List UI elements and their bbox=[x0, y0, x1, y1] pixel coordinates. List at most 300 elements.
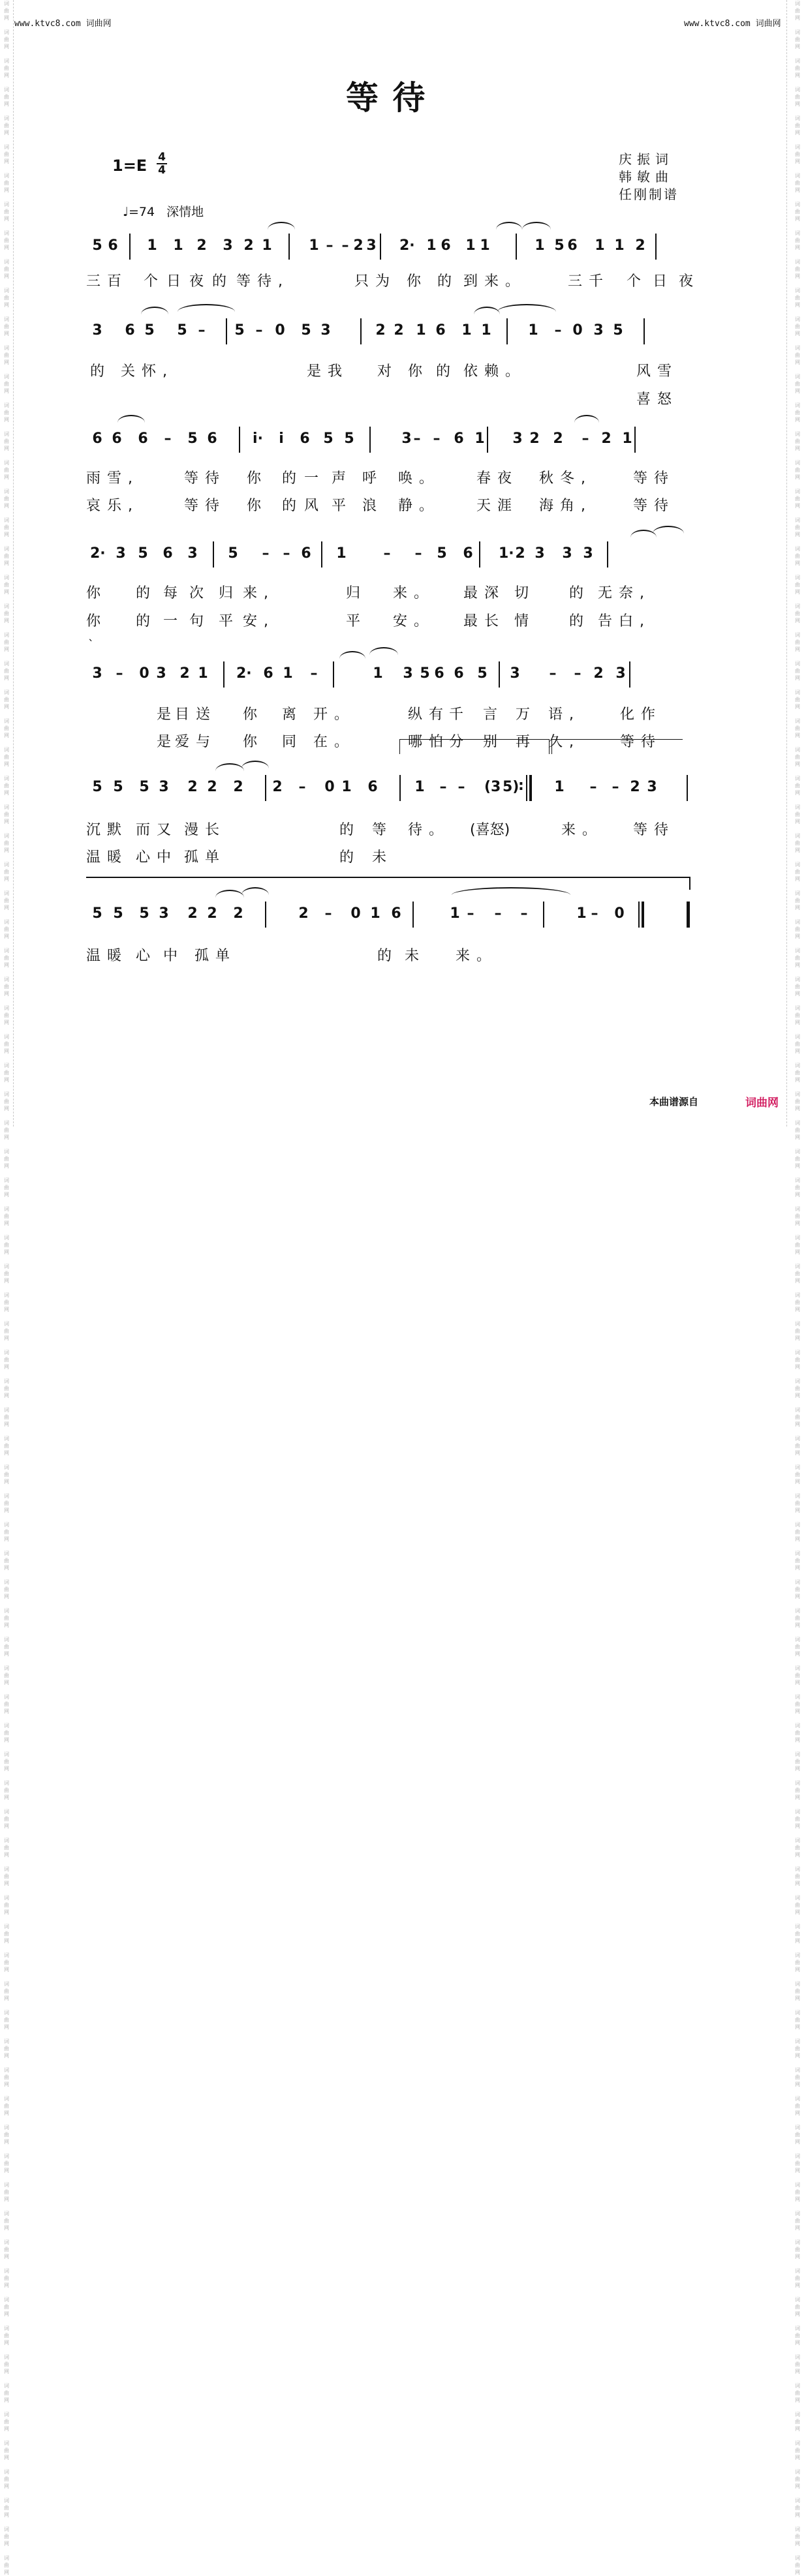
bar-line bbox=[223, 661, 225, 688]
note: – bbox=[581, 431, 589, 447]
note: 1 bbox=[341, 779, 352, 795]
lyric-word: 对 bbox=[377, 363, 392, 380]
lyric-word: 依赖。 bbox=[463, 363, 527, 380]
lyric-word: 哪怕 bbox=[408, 734, 450, 750]
lyric-word: 的 bbox=[339, 822, 354, 838]
lyric-word: 别 bbox=[483, 734, 498, 750]
lyric-word: 万 bbox=[516, 706, 531, 723]
note: 2 bbox=[187, 905, 198, 922]
lyric-word: 等待 bbox=[633, 470, 675, 487]
note: 3 bbox=[223, 237, 233, 254]
side-watermark-left: 词 曲 网 词 曲 网 词 曲 网 词 曲 网 词 曲 网 词 曲 网 词 曲 网 词 曲 网 词 曲 网 词 曲 网 词 曲 网 词 曲 网 词 曲 网 词 曲 网 词 曲 网 词 曲 网 词 曲 网 词 曲 网 词 曲 网 词 曲 网 词 曲 网 词 曲 网 词 曲 网 词 曲 网 词 曲 网 词 曲 网 词 曲 网 词 曲 网 词 曲 网 词 曲 网 词 曲 网 词 曲 网 词 曲 网 词 曲 网 词 曲 网 词 曲 网 词 曲 网 词 曲 网 词 曲 网 词 曲 网 词 曲 网 词 曲 网 词 曲 网 词 曲 网 词 曲 网 词 曲 网 词 曲 网 词 曲 网 词 曲 网 词 曲 网 词 曲 网 词 曲 网 词 曲 网 词 曲 网 词 曲 网 词 曲 网 词 曲 网 词 曲 网 词 曲 网 词 曲 网 词 曲 网 词 曲 网 词 曲 网 词 曲 网 词 曲 网 词 曲 网 词 曲 网 词 曲 网 词 曲 网 词 曲 网 词 曲 网 词 曲 网 词 曲 网 词 曲 网 词 曲 网 词 曲 网 词 曲 网 词 曲 网 词 曲 网 词 曲 网 词 曲 网 词 曲 网 词 曲 网 词 曲 网 词 曲 网 词 曲 网 词 曲 网 词 曲 网 词 曲 网 词 曲 网 bbox=[4, 1, 9, 2575]
lyric-word: 唤。 bbox=[398, 470, 441, 487]
lyric-word: 最深 bbox=[463, 585, 506, 601]
note: 2 bbox=[207, 779, 217, 795]
lyric-word: 一 bbox=[163, 613, 178, 629]
note: 3 bbox=[401, 431, 412, 447]
note: – bbox=[589, 779, 597, 795]
lyric-word: 你 bbox=[243, 734, 258, 750]
note: – bbox=[116, 665, 123, 682]
note: 5 bbox=[228, 545, 238, 562]
note: 1 bbox=[528, 322, 538, 339]
note: – bbox=[283, 545, 290, 562]
key-signature bbox=[112, 157, 147, 175]
repeat-sign: : bbox=[518, 778, 524, 794]
lyric-word: 纵有 bbox=[408, 706, 450, 723]
note: 6 bbox=[454, 665, 464, 682]
bar-line bbox=[265, 775, 266, 801]
lyric-word: 风 bbox=[304, 498, 319, 514]
note: 5 bbox=[113, 779, 123, 795]
lyric-word: 你 bbox=[247, 470, 262, 487]
note: 6 bbox=[163, 545, 173, 562]
lyric-word: 你 bbox=[247, 498, 262, 514]
lyric-word: 离 bbox=[282, 706, 297, 723]
lyric-word: 三百 bbox=[86, 273, 129, 290]
lyric-word: 你 bbox=[407, 273, 422, 290]
slur-mark bbox=[215, 890, 244, 898]
note: 6 bbox=[112, 431, 122, 447]
lyric-word: 孤单 bbox=[184, 849, 226, 866]
note: 3 bbox=[593, 322, 604, 339]
note: 2 bbox=[207, 905, 217, 922]
note: 5 bbox=[187, 431, 198, 447]
note: – bbox=[520, 905, 528, 922]
lyric-word: 的 bbox=[90, 363, 105, 380]
lyric-word: 安。 bbox=[393, 613, 435, 629]
lyric-word: 心中 bbox=[136, 849, 178, 866]
note: – bbox=[383, 545, 391, 562]
note: – bbox=[198, 322, 206, 339]
lyric-word: 喜怒 bbox=[636, 391, 679, 408]
bar-line bbox=[321, 541, 322, 568]
lyric-word: 中 bbox=[163, 948, 178, 964]
note: 1 bbox=[450, 905, 460, 922]
slur-mark bbox=[339, 651, 365, 659]
time-numerator: 4 bbox=[157, 151, 167, 164]
note: 1 bbox=[283, 665, 293, 682]
note: – bbox=[591, 905, 598, 922]
bar-line bbox=[479, 541, 480, 568]
note: 1· bbox=[499, 545, 514, 562]
note: 1 bbox=[614, 237, 625, 254]
lyric-word: 最长 bbox=[463, 613, 506, 629]
bar-line bbox=[380, 234, 381, 260]
note: 5 bbox=[301, 322, 311, 339]
note: – bbox=[574, 665, 581, 682]
slur-mark bbox=[496, 222, 522, 230]
time-signature bbox=[157, 151, 167, 176]
lyric-word: 的 bbox=[136, 585, 151, 601]
note: 5 bbox=[437, 545, 447, 562]
bar-line bbox=[506, 318, 508, 344]
lyric-word: 天涯 bbox=[476, 498, 519, 514]
lyric-word: 爱与 bbox=[175, 734, 217, 750]
note: 6 bbox=[567, 237, 578, 254]
note: 2 bbox=[196, 237, 207, 254]
lyric-word: 温暖 bbox=[86, 849, 129, 866]
note: 3 bbox=[403, 665, 413, 682]
note: 3 bbox=[159, 905, 169, 922]
note: 5 bbox=[477, 665, 488, 682]
lyric-word: 沉默 bbox=[86, 822, 129, 838]
lyric-word: 分 bbox=[449, 734, 464, 750]
note: 3 bbox=[512, 431, 523, 447]
expression: 深情地 bbox=[166, 205, 204, 219]
note: 0 bbox=[350, 905, 361, 922]
bar-line bbox=[239, 427, 240, 453]
lyric-word: 你 bbox=[86, 613, 101, 629]
lyric-word: 个 bbox=[144, 273, 159, 290]
lyric-word: 等待 bbox=[184, 470, 226, 487]
note: 6 bbox=[301, 545, 311, 562]
lyric-word: 语, bbox=[548, 706, 580, 723]
note: 2 bbox=[243, 237, 254, 254]
note: 6 bbox=[108, 237, 118, 254]
lyric-word: 开。 bbox=[313, 706, 356, 723]
lyric-word: 归 bbox=[219, 585, 234, 601]
lyric-word: 你 bbox=[408, 363, 423, 380]
note: 6 bbox=[441, 237, 451, 254]
tempo: ♩=74 bbox=[123, 205, 155, 219]
note: (3 bbox=[484, 779, 501, 795]
note: 6 bbox=[125, 322, 135, 339]
note: 1 bbox=[622, 431, 632, 447]
note: 5 bbox=[344, 431, 354, 447]
note: – bbox=[262, 545, 270, 562]
note: 2 bbox=[187, 779, 198, 795]
note: 2 bbox=[375, 322, 386, 339]
lyric-word: 等待 bbox=[184, 498, 226, 514]
lyric-word: 再 bbox=[516, 734, 531, 750]
lyric-word: 无奈, bbox=[598, 585, 651, 601]
note: – bbox=[414, 545, 422, 562]
lyric-word: 而又 bbox=[136, 822, 178, 838]
lyric-word: 次 bbox=[189, 585, 204, 601]
slur-mark bbox=[215, 763, 244, 771]
note: 1 bbox=[576, 905, 587, 922]
note: 0 bbox=[275, 322, 285, 339]
note: 1 bbox=[370, 905, 380, 922]
note: – bbox=[554, 322, 562, 339]
lyric-word: 久, bbox=[548, 734, 580, 750]
ending-bracket bbox=[86, 877, 690, 890]
lyric-word: 平 bbox=[219, 613, 234, 629]
watermark-right: www.ktvc8.com 词曲网 bbox=[684, 19, 781, 29]
note: 3 bbox=[647, 779, 657, 795]
lyric-word: 来。 bbox=[561, 822, 604, 838]
bar-line bbox=[655, 234, 657, 260]
note: 5 bbox=[554, 237, 565, 254]
credit-lyricist: 庆振词 bbox=[619, 151, 674, 167]
note: 2 bbox=[394, 322, 404, 339]
note: 1 bbox=[416, 322, 426, 339]
bar-line bbox=[634, 427, 636, 453]
note: 5 bbox=[139, 905, 149, 922]
note: 6 bbox=[263, 665, 273, 682]
note: 1 bbox=[173, 237, 183, 254]
note: 6 bbox=[463, 545, 473, 562]
lyric-word: 温暖 bbox=[86, 948, 129, 964]
volta-bracket-end bbox=[551, 739, 683, 754]
note: i bbox=[279, 431, 284, 447]
note: 1 bbox=[481, 322, 491, 339]
note: 3 bbox=[615, 665, 626, 682]
lyric-word: 未 bbox=[405, 948, 420, 964]
bar-line bbox=[399, 775, 401, 801]
bar-line bbox=[129, 234, 131, 260]
bar-line bbox=[333, 661, 334, 688]
lyric-word: 一 bbox=[304, 470, 319, 487]
note: – bbox=[413, 431, 421, 447]
note: 1 bbox=[262, 237, 272, 254]
note: 2 bbox=[529, 431, 540, 447]
lyric-word: 等待, bbox=[236, 273, 289, 290]
note: 2 bbox=[179, 665, 190, 682]
credit-composer: 韩敏曲 bbox=[619, 169, 674, 185]
note: 5 bbox=[420, 665, 430, 682]
note: 1 bbox=[461, 322, 472, 339]
note: 5 bbox=[177, 322, 187, 339]
bar-line-double bbox=[642, 902, 644, 928]
note: 2 bbox=[593, 665, 604, 682]
note: 1 bbox=[474, 431, 485, 447]
final-bar-thick bbox=[687, 902, 690, 928]
note: 1 bbox=[595, 237, 605, 254]
lyric-word: 海角, bbox=[539, 498, 592, 514]
lyric-word: 句 bbox=[189, 613, 204, 629]
note: 5 bbox=[139, 779, 149, 795]
note: 6 bbox=[391, 905, 401, 922]
note: 2· bbox=[399, 237, 415, 254]
song-title: 等 待 bbox=[346, 78, 427, 117]
slur-mark bbox=[522, 222, 551, 230]
lyric-word: 在。 bbox=[313, 734, 356, 750]
note: – bbox=[326, 237, 333, 254]
lyric-word: 夜 bbox=[189, 273, 204, 290]
lyric-word: 心 bbox=[136, 948, 151, 964]
side-watermark-right: 词 曲 网 词 曲 网 词 曲 网 词 曲 网 词 曲 网 词 曲 网 词 曲 网 词 曲 网 词 曲 网 词 曲 网 词 曲 网 词 曲 网 词 曲 网 词 曲 网 词 曲 网 词 曲 网 词 曲 网 词 曲 网 词 曲 网 词 曲 网 词 曲 网 词 曲 网 词 曲 网 词 曲 网 词 曲 网 词 曲 网 词 曲 网 词 曲 网 词 曲 网 词 曲 网 词 曲 网 词 曲 网 词 曲 网 词 曲 网 词 曲 网 词 曲 网 词 曲 网 词 曲 网 词 曲 网 词 曲 网 词 曲 网 词 曲 网 词 曲 网 词 曲 网 词 曲 网 词 曲 网 词 曲 网 词 曲 网 词 曲 网 词 曲 网 词 曲 网 词 曲 网 词 曲 网 词 曲 网 词 曲 网 词 曲 网 词 曲 网 词 曲 网 词 曲 网 词 曲 网 词 曲 网 词 曲 网 词 曲 网 词 曲 网 词 曲 网 词 曲 网 词 曲 网 词 曲 网 词 曲 网 词 曲 网 词 曲 网 词 曲 网 词 曲 网 词 曲 网 词 曲 网 词 曲 网 词 曲 网 词 曲 网 词 曲 网 词 曲 网 词 曲 网 词 曲 网 词 曲 网 词 曲 网 词 曲 网 词 曲 网 词 曲 网 词 曲 网 词 曲 网 词 曲 网 bbox=[795, 1, 800, 2575]
slur-mark bbox=[141, 307, 168, 314]
note: 2 bbox=[553, 431, 563, 447]
note: 2 bbox=[515, 545, 525, 562]
lyric-word: 的 bbox=[282, 470, 297, 487]
note: 3 bbox=[366, 237, 377, 254]
lyric-word: 是我 bbox=[307, 363, 349, 380]
note: 3 bbox=[116, 545, 126, 562]
note: 6 bbox=[454, 431, 464, 447]
bar-line bbox=[643, 318, 645, 344]
lyric-word: 来。 bbox=[456, 948, 498, 964]
note: 6 bbox=[138, 431, 148, 447]
lyric-word: 到来。 bbox=[463, 273, 527, 290]
note: 2 bbox=[233, 779, 243, 795]
note: 3 bbox=[159, 779, 169, 795]
bar-line bbox=[516, 234, 517, 260]
lyric-word: 化作 bbox=[620, 706, 662, 723]
note: 5 bbox=[613, 322, 623, 339]
note: 3 bbox=[535, 545, 545, 562]
bar-line bbox=[543, 902, 544, 928]
note: – bbox=[324, 905, 332, 922]
note: 5 bbox=[144, 322, 155, 339]
lyric-word: 你 bbox=[86, 585, 101, 601]
note: – bbox=[612, 779, 619, 795]
note: 1 bbox=[535, 237, 545, 254]
note: 3 bbox=[156, 665, 166, 682]
note: 6 bbox=[367, 779, 378, 795]
lyric-word: 的 bbox=[377, 948, 392, 964]
note: 5 bbox=[92, 237, 102, 254]
slur-mark bbox=[241, 761, 269, 768]
lyric-word: 的 bbox=[339, 849, 354, 866]
note: – bbox=[433, 431, 441, 447]
note: 1 bbox=[554, 779, 565, 795]
note: i· bbox=[253, 431, 263, 447]
slur-mark bbox=[474, 307, 500, 314]
lyric-word: 春夜 bbox=[476, 470, 519, 487]
bar-line bbox=[526, 775, 527, 801]
note: 1 bbox=[336, 545, 347, 562]
note: 2 bbox=[233, 905, 243, 922]
side-divider-left bbox=[13, 0, 14, 1127]
lyric-word: 来, bbox=[243, 585, 275, 601]
note: 5 bbox=[323, 431, 333, 447]
note: 1 bbox=[426, 237, 437, 254]
note: – bbox=[549, 665, 557, 682]
lyric-word: 平 bbox=[332, 498, 347, 514]
lyric-word: 日 bbox=[653, 273, 668, 290]
lyric-word: 的 bbox=[437, 273, 452, 290]
lyric-word: 告白, bbox=[598, 613, 651, 629]
note: 0 bbox=[614, 905, 625, 922]
note: 0 bbox=[572, 322, 583, 339]
slur-mark bbox=[574, 415, 599, 423]
note: 0 bbox=[139, 665, 149, 682]
lyric-word: 等待 bbox=[633, 822, 675, 838]
lyric-word: 雨雪, bbox=[86, 470, 139, 487]
bar-line bbox=[288, 234, 290, 260]
bar-line bbox=[487, 427, 488, 453]
lyric-word: 漫长 bbox=[184, 822, 226, 838]
lyric-word: 等待 bbox=[620, 734, 662, 750]
lyric-word: 日 bbox=[166, 273, 181, 290]
lyric-word: 情 bbox=[514, 613, 529, 629]
note: – bbox=[310, 665, 318, 682]
slur-mark bbox=[178, 304, 235, 312]
lyric-word: 千 bbox=[449, 706, 464, 723]
bar-line bbox=[369, 427, 371, 453]
bar-line bbox=[607, 541, 608, 568]
note: 1 bbox=[465, 237, 476, 254]
lyric-word: 夜 bbox=[679, 273, 694, 290]
note: 6 bbox=[434, 665, 444, 682]
note: 3 bbox=[562, 545, 572, 562]
note: 6 bbox=[435, 322, 446, 339]
note: 2· bbox=[90, 545, 106, 562]
bar-line bbox=[265, 902, 266, 928]
key-label: 1=E bbox=[112, 157, 147, 175]
note: 3 bbox=[92, 322, 102, 339]
lyric-word: 浪 bbox=[362, 498, 377, 514]
slur-mark bbox=[369, 647, 398, 655]
lyric-word: 静。 bbox=[398, 498, 441, 514]
note: – bbox=[494, 905, 502, 922]
lyric-word: 归 bbox=[346, 585, 361, 601]
lyric-word: 三千 bbox=[568, 273, 610, 290]
note: – bbox=[467, 905, 474, 922]
bar-line bbox=[638, 902, 640, 928]
lyric-word: 只为 bbox=[354, 273, 397, 290]
note: 1 bbox=[198, 665, 208, 682]
note: 2 bbox=[298, 905, 309, 922]
lyric-word: 是 bbox=[157, 734, 172, 750]
bar-line bbox=[226, 318, 227, 344]
note: – bbox=[341, 237, 349, 254]
lyric-word: 的 bbox=[569, 613, 584, 629]
note: 3 bbox=[510, 665, 520, 682]
note: 6 bbox=[300, 431, 310, 447]
lyric-word: 每 bbox=[163, 585, 178, 601]
bar-line bbox=[412, 902, 414, 928]
lyric-word: 的 bbox=[436, 363, 451, 380]
note: 1 bbox=[147, 237, 157, 254]
lyric-word: 的 bbox=[136, 613, 151, 629]
note: 3 bbox=[320, 322, 331, 339]
note: 3 bbox=[187, 545, 198, 562]
watermark-left: www.ktvc8.com 词曲网 bbox=[14, 19, 112, 29]
lyric-word: 声 bbox=[332, 470, 347, 487]
lyric-word: 个 bbox=[627, 273, 642, 290]
lyric-word: 同 bbox=[282, 734, 297, 750]
note: 5 bbox=[92, 779, 102, 795]
note: – bbox=[439, 779, 447, 795]
lyric-word: 关怀, bbox=[121, 363, 174, 380]
bar-line bbox=[360, 318, 362, 344]
lyric-word: 的 bbox=[212, 273, 227, 290]
lyric-word: 等 bbox=[372, 822, 387, 838]
note: 3 bbox=[583, 545, 593, 562]
lyric-word: 言 bbox=[483, 706, 498, 723]
note: 5 bbox=[138, 545, 148, 562]
note: – bbox=[457, 779, 465, 795]
lyric-word: 待。 bbox=[408, 822, 450, 838]
lyric-word: 是 bbox=[157, 706, 172, 723]
note: 1 bbox=[309, 237, 319, 254]
note: 1 bbox=[414, 779, 425, 795]
lyric-word: 安, bbox=[243, 613, 275, 629]
slur-mark bbox=[117, 415, 145, 423]
lyric-word: 的 bbox=[282, 498, 297, 514]
note: 1 bbox=[480, 237, 490, 254]
lyric-word: 平 bbox=[346, 613, 361, 629]
note: – bbox=[298, 779, 306, 795]
volta-bracket-1 bbox=[399, 739, 550, 754]
slur-mark bbox=[268, 222, 295, 230]
bar-line-double bbox=[529, 775, 532, 801]
bar-line bbox=[213, 541, 214, 568]
bar-line bbox=[629, 661, 630, 688]
note: 5 bbox=[92, 905, 102, 922]
note: 5 bbox=[113, 905, 123, 922]
side-divider-right bbox=[786, 0, 787, 1127]
note: 2 bbox=[353, 237, 364, 254]
lyric-word: 未 bbox=[372, 849, 387, 866]
lyric-word: 目送 bbox=[175, 706, 217, 723]
tempo-marking bbox=[123, 202, 204, 220]
lyric-word: 的 bbox=[569, 585, 584, 601]
note: 2 bbox=[272, 779, 283, 795]
